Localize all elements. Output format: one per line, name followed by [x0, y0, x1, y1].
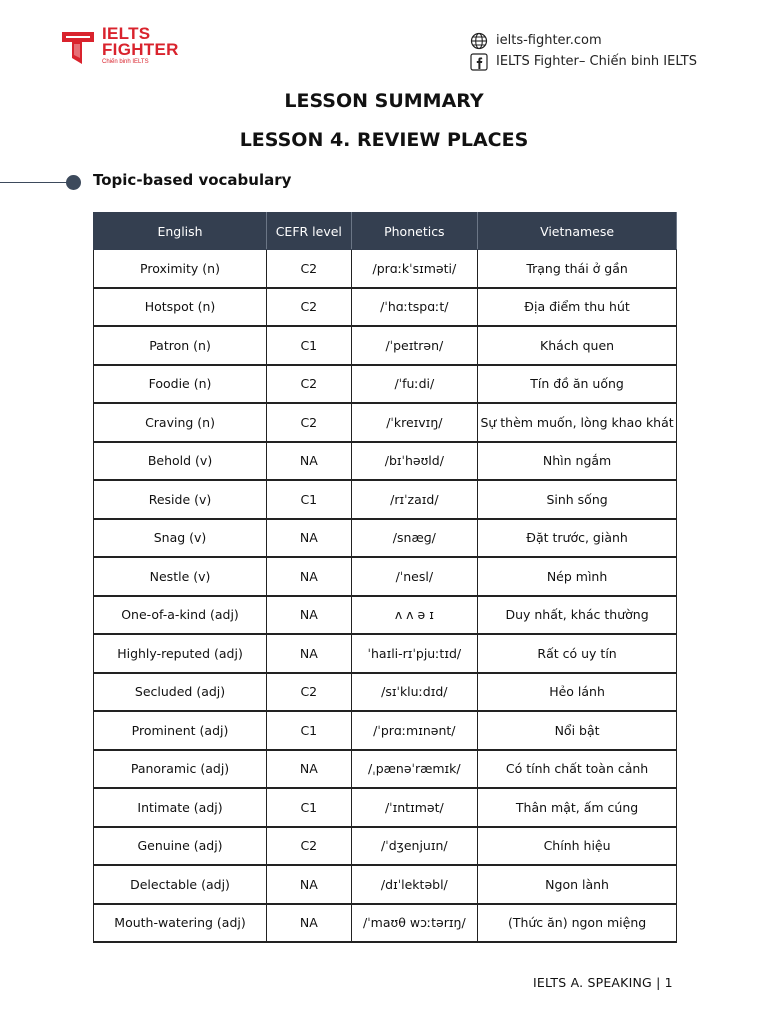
table-row — [94, 557, 677, 596]
table-row — [94, 596, 677, 635]
english-cell: Snag (v) — [94, 519, 267, 558]
cefr-cell: NA — [267, 904, 352, 943]
cefr-cell: C2 — [267, 365, 352, 404]
phonetics-cell: /ˈɪntɪmət/ — [351, 788, 478, 827]
vietnamese-cell: Địa điểm thu hút — [478, 288, 677, 327]
website-row[interactable] — [470, 30, 697, 51]
table-row — [94, 634, 677, 673]
page-title: LESSON SUMMARY — [284, 90, 484, 112]
table-row — [94, 288, 677, 327]
table-row — [94, 673, 677, 712]
vietnamese-cell: Khách quen — [478, 326, 677, 365]
english-cell: Craving (n) — [94, 403, 267, 442]
vietnamese-cell: Nhìn ngắm — [478, 442, 677, 481]
table-row — [94, 403, 677, 442]
contact-info — [470, 30, 697, 72]
vocabulary-table — [93, 212, 677, 943]
table-row — [94, 250, 677, 288]
vietnamese-cell: Chính hiệu — [478, 827, 677, 866]
vietnamese-cell: Trạng thái ở gần — [478, 250, 677, 288]
cefr-cell: C1 — [267, 480, 352, 519]
phonetics-cell: /ˈdʒenjuɪn/ — [351, 827, 478, 866]
vietnamese-cell: Rất có uy tín — [478, 634, 677, 673]
table-row — [94, 442, 677, 481]
english-cell: One-of-a-kind (adj) — [94, 596, 267, 635]
cefr-cell: NA — [267, 750, 352, 789]
column-header-vietnamese: Vietnamese — [478, 213, 677, 250]
phonetics-cell: /snæɡ/ — [351, 519, 478, 558]
vietnamese-cell: Nép mình — [478, 557, 677, 596]
vietnamese-cell: Ngon lành — [478, 865, 677, 904]
website-link[interactable]: ielts-fighter.com — [496, 33, 602, 48]
english-cell: Highly-reputed (adj) — [94, 634, 267, 673]
logo-line-2: FIGHTER — [102, 40, 179, 59]
english-cell: Nestle (v) — [94, 557, 267, 596]
cefr-cell: NA — [267, 634, 352, 673]
phonetics-cell: /ˈnesl/ — [351, 557, 478, 596]
vietnamese-cell: Hẻo lánh — [478, 673, 677, 712]
phonetics-cell: /dɪˈlektəbl/ — [351, 865, 478, 904]
vietnamese-cell: Sự thèm muốn, lòng khao khát — [478, 403, 677, 442]
english-cell: Patron (n) — [94, 326, 267, 365]
page-footer: IELTS A. SPEAKING | 1 — [533, 975, 673, 990]
cefr-cell: C2 — [267, 827, 352, 866]
cefr-cell: NA — [267, 442, 352, 481]
cefr-cell: C2 — [267, 673, 352, 712]
phonetics-cell: /prɑːkˈsɪməti/ — [351, 250, 478, 288]
section-title: Topic-based vocabulary — [93, 171, 292, 189]
table-row — [94, 480, 677, 519]
english-cell: Genuine (adj) — [94, 827, 267, 866]
cefr-cell: C2 — [267, 288, 352, 327]
english-cell: Hotspot (n) — [94, 288, 267, 327]
vietnamese-cell: Tín đồ ăn uống — [478, 365, 677, 404]
column-header-cefr: CEFR level — [267, 213, 352, 250]
phonetics-cell: /ˌpænəˈræmɪk/ — [351, 750, 478, 789]
english-cell: Panoramic (adj) — [94, 750, 267, 789]
globe-icon — [470, 32, 488, 50]
english-cell: Foodie (n) — [94, 365, 267, 404]
phonetics-cell: /ˈmaʊθ wɔːtərɪŋ/ — [351, 904, 478, 943]
table-row — [94, 865, 677, 904]
phonetics-cell: ˈhaɪli-rɪˈpjuːtɪd/ — [351, 634, 478, 673]
vietnamese-cell: Thân mật, ấm cúng — [478, 788, 677, 827]
vietnamese-cell: Sinh sống — [478, 480, 677, 519]
phonetics-cell: /ˈprɑːmɪnənt/ — [351, 711, 478, 750]
section-header — [0, 170, 768, 196]
logo-mark-icon — [60, 28, 98, 66]
table-row — [94, 750, 677, 789]
cefr-cell: C1 — [267, 788, 352, 827]
phonetics-cell: /ˈhɑːtspɑːt/ — [351, 288, 478, 327]
phonetics-cell: /ˈkreɪvɪŋ/ — [351, 403, 478, 442]
vietnamese-cell: Có tính chất toàn cảnh — [478, 750, 677, 789]
english-cell: Delectable (adj) — [94, 865, 267, 904]
facebook-icon — [470, 53, 488, 71]
cefr-cell: C1 — [267, 326, 352, 365]
lesson-title: LESSON 4. REVIEW PLACES — [239, 129, 529, 151]
logo-wordmark — [102, 26, 179, 58]
logo-tagline: Chiến binh IELTS — [102, 59, 149, 65]
table-header-row — [94, 213, 677, 250]
table-row — [94, 788, 677, 827]
vietnamese-cell: (Thức ăn) ngon miệng — [478, 904, 677, 943]
phonetics-cell: /ˈpeɪtrən/ — [351, 326, 478, 365]
vietnamese-cell: Nổi bật — [478, 711, 677, 750]
english-cell: Proximity (n) — [94, 250, 267, 288]
facebook-link[interactable]: IELTS Fighter– Chiến binh IELTS — [496, 54, 697, 69]
table-row — [94, 519, 677, 558]
facebook-row[interactable] — [470, 51, 697, 72]
cefr-cell: NA — [267, 519, 352, 558]
vietnamese-cell: Duy nhất, khác thường — [478, 596, 677, 635]
phonetics-cell: /sɪˈkluːdɪd/ — [351, 673, 478, 712]
column-header-phonetics: Phonetics — [351, 213, 478, 250]
cefr-cell: C2 — [267, 250, 352, 288]
english-cell: Mouth-watering (adj) — [94, 904, 267, 943]
table-row — [94, 904, 677, 943]
table-row — [94, 326, 677, 365]
english-cell: Secluded (adj) — [94, 673, 267, 712]
english-cell: Prominent (adj) — [94, 711, 267, 750]
table-row — [94, 365, 677, 404]
logo-line-1: IELTS — [102, 24, 151, 43]
english-cell: Intimate (adj) — [94, 788, 267, 827]
phonetics-cell: ʌ ʌ ə ɪ — [351, 596, 478, 635]
bullet-dot-icon — [66, 175, 81, 190]
cefr-cell: C2 — [267, 403, 352, 442]
vietnamese-cell: Đặt trước, giành — [478, 519, 677, 558]
english-cell: Behold (v) — [94, 442, 267, 481]
cefr-cell: NA — [267, 865, 352, 904]
english-cell: Reside (v) — [94, 480, 267, 519]
phonetics-cell: /rɪˈzaɪd/ — [351, 480, 478, 519]
cefr-cell: NA — [267, 596, 352, 635]
cefr-cell: C1 — [267, 711, 352, 750]
phonetics-cell: /bɪˈhəʊld/ — [351, 442, 478, 481]
column-header-english: English — [94, 213, 267, 250]
table-row — [94, 711, 677, 750]
ielts-fighter-logo — [60, 26, 190, 70]
cefr-cell: NA — [267, 557, 352, 596]
section-line — [0, 182, 68, 183]
table-row — [94, 827, 677, 866]
phonetics-cell: /ˈfuːdi/ — [351, 365, 478, 404]
